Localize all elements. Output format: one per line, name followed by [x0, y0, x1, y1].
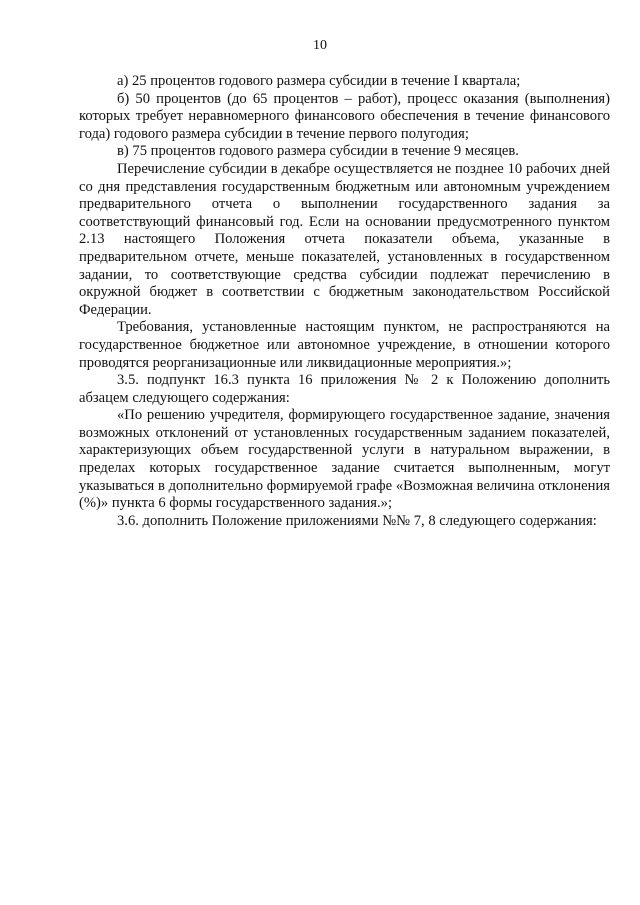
paragraph-item-a: а) 25 процентов годового размера субсидии в течение I квартала; — [117, 73, 521, 89]
paragraph-subsidy-transfer: Перечисление субсидии в декабре осуществляется не позднее 10 рабочих дней со дня представления государственным бюджетным или автономным учреждением предварительного отчета о выполнении государственного задания за соответствующий финансовый год. Если на основании предусмотренного пунктом 2.13 настоящего Положения отчета показатели объема, указанные в предварительном отчете, меньше показателей, установленных в государственном задании, то соответствующие средства субсидии подлежат перечислению в окружной бюджет в соответствии с бюджетным законодательством Российской Федерации. — [79, 160, 610, 318]
paragraph-item-b: б) 50 процентов (до 65 процентов – работ), процесс оказания (выполнения) которых требует неравномерного финансового обеспечения в течение финансового года) годового размера субсидии в течение первого полугодия; — [79, 90, 610, 142]
paragraph-item-3-5: 3.5. подпункт 16.3 пункта 16 приложения № 2 к Положению дополнить абзацем следующего содержания: — [79, 372, 610, 406]
paragraph-quote: «По решению учредителя, формирующего государственное задание, значения возможных отклонений от установленных государственным заданием показателей, характеризующих объем государственной услуги в натуральном выражении, в пределах которых государственное задание считается выполненным, могут указываться в дополнительно формируемой графе «Возможная величина отклонения (%)» пункта 6 формы государственного задания.»; — [79, 407, 610, 512]
paragraph-requirements: Требования, установленные настоящим пунктом, не распространяются на государственное бюджетное или автономное учреждение, в отношении которого проводятся реорганизационные или ликвидационные мероприятия.»; — [79, 319, 610, 371]
paragraph-item-c: в) 75 процентов годового размера субсидии в течение 9 месяцев. — [117, 143, 519, 160]
page-number: 10 — [313, 38, 327, 53]
paragraph-item-3-6: 3.6. дополнить Положение приложениями №№ 7, 8 следующего содержания: — [117, 512, 597, 529]
document-body — [79, 73, 610, 530]
